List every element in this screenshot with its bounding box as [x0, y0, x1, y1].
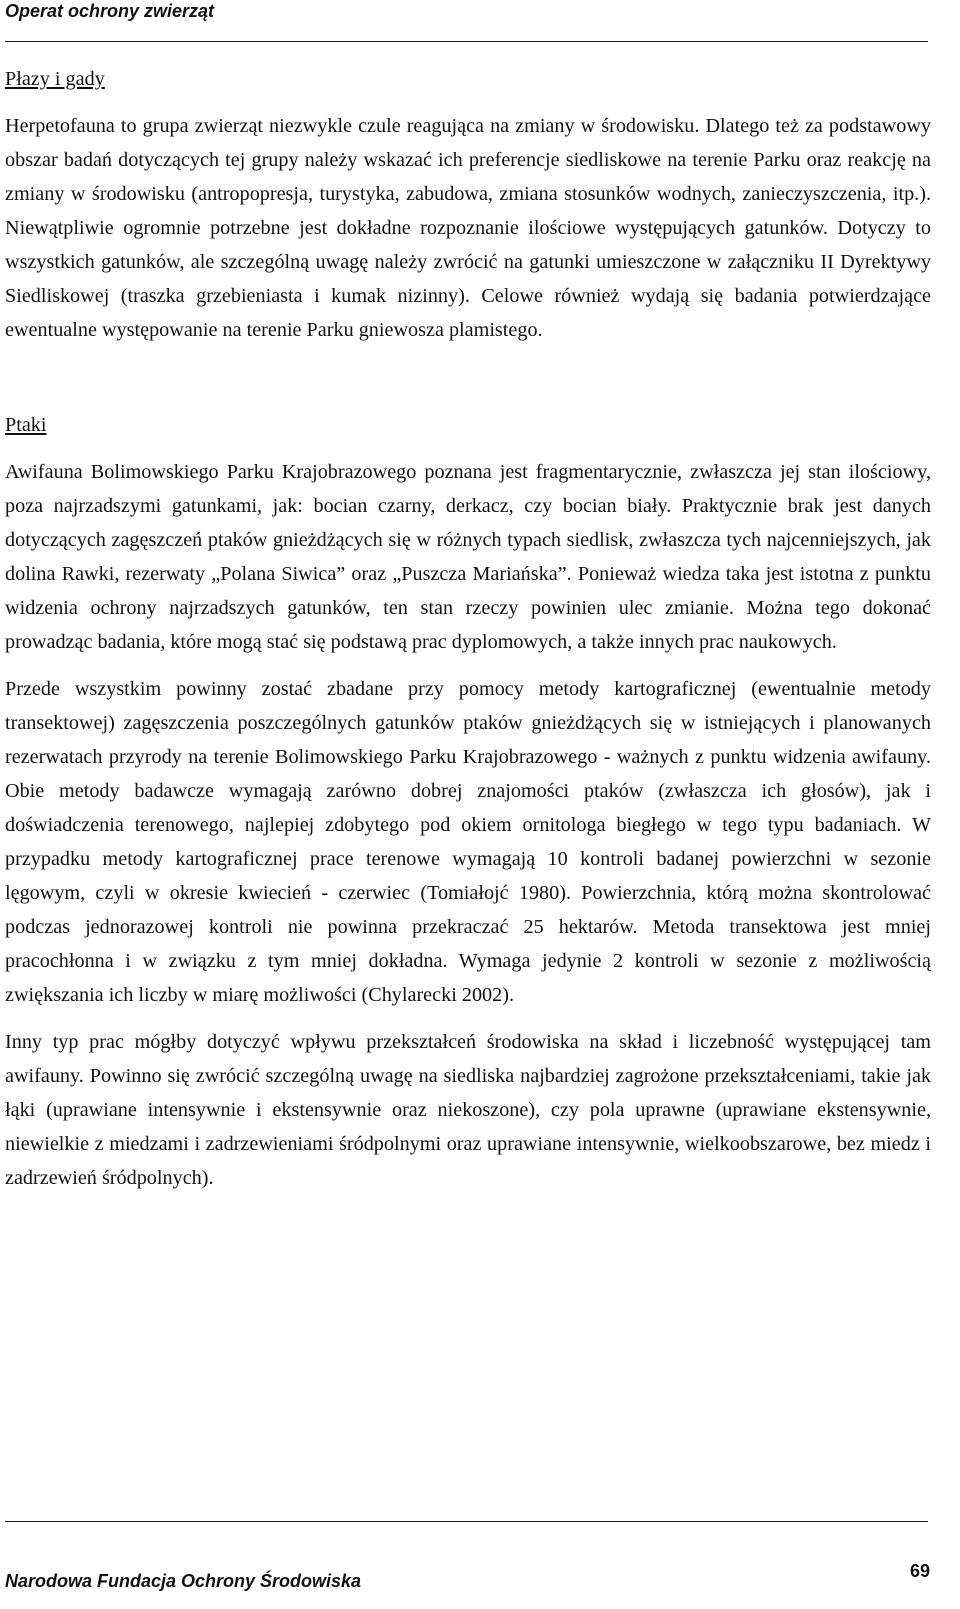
section-birds	[5, 408, 931, 1195]
header-divider	[5, 41, 928, 42]
paragraph: Herpetofauna to grupa zwierząt niezwykle czule reagująca na zmiany w środowisku. Dlatego też za podstawowy obszar badań dotyczących tej grupy należy wskazać ich preferencje siedliskowe na terenie Parku oraz reakcję na zmiany w środowisku (antropopresja, turystyka, zabudowa, zmiana stosunków wodnych, zanieczyszczenia, itp.). Niewątpliwie ogromnie potrzebne jest dokładne rozpoznanie ilościowe występujących gatunków. Dotyczy to wszystkich gatunków, ale szczególną uwagę należy zwrócić na gatunki umieszczone w załączniku II Dyrektywy Siedliskowej (traszka grzebieniasta i kumak nizinny). Celowe również wydają się badania potwierdzające ewentualne występowanie na terenie Parku gniewosza plamistego.	[5, 115, 931, 341]
page-number: 69	[909, 1561, 930, 1581]
document-body	[5, 62, 931, 1195]
paragraph: Inny typ prac mógłby dotyczyć wpływu przekształceń środowiska na skład i liczebność występującej tam awifauny. Powinno się zwrócić szczególną uwagę na siedliska najbardziej zagrożone przekształceniami, takie jak łąki (uprawiane intensywnie i ekstensywnie oraz niekoszone), czy pola uprawne (uprawiane ekstensywnie, niewielkie z miedzami i zadrzewieniami śródpolnymi oraz uprawiane intensywnie, wielkoobszarowe, bez miedz i zadrzewień śródpolnych).	[5, 1031, 931, 1189]
footer-divider	[5, 1521, 928, 1522]
section-amphibians-reptiles	[5, 62, 931, 347]
paragraph: Przede wszystkim powinny zostać zbadane przy pomocy metody kartograficznej (ewentualnie metody transektowej) zagęszczenia poszczególnych gatunków ptaków gnieżdżących się w istniejących i planowanych rezerwatach przyrody na terenie Bolimowskiego Parku Krajobrazowego - ważnych z punktu widzenia awifauny. Obie metody badawcze wymagają zarówno dobrej znajomości ptaków (zwłaszcza ich głosów), jak i doświadczenia terenowego, najlepiej zdobytego pod okiem ornitologa biegłego w tego typu badaniach. W przypadku metody kartograficznej prace terenowe wymagają 10 kontroli badanej powierzchni w sezonie lęgowym, czyli w okresie kwiecień - czerwiec (Tomiałojć 1980). Powierzchnia, którą można skontrolować podczas jednorazowej kontroli nie powinna przekraczać 25 hektarów. Metoda transektowa jest mniej pracochłonna i w związku z tym mniej dokładna. Wymaga jedynie 2 kontroli w sezonie z możliwością zwiększania ich liczby w miarę możliwości (Chylarecki 2002).	[5, 678, 931, 1006]
footer-organization-name: Narodowa Fundacja Ochrony Środowiska	[5, 1571, 362, 1591]
paragraph: Awifauna Bolimowskiego Parku Krajobrazowego poznana jest fragmentarycznie, zwłaszcza jej stan ilościowy, poza najrzadszymi gatunkami, jak: bocian czarny, derkacz, czy bocian biały. Praktycznie brak jest danych dotyczących zagęszczeń ptaków gnieżdżących się w różnych typach siedlisk, zwłaszcza tych najcenniejszych, jak dolina Rawki, rezerwaty „Polana Siwica” oraz „Puszcza Mariańska”. Ponieważ wiedza taka jest istotna z punktu widzenia ochrony najrzadszych gatunków, ten stan rzeczy powinien ulec zmianie. Można tego dokonać prowadząc badania, które mogą stać się podstawą prac dyplomowych, a także innych prac naukowych.	[5, 461, 931, 653]
section-heading: Płazy i gady	[5, 68, 105, 90]
running-header-title: Operat ochrony zwierząt	[5, 1, 215, 21]
section-heading: Ptaki	[5, 414, 47, 436]
